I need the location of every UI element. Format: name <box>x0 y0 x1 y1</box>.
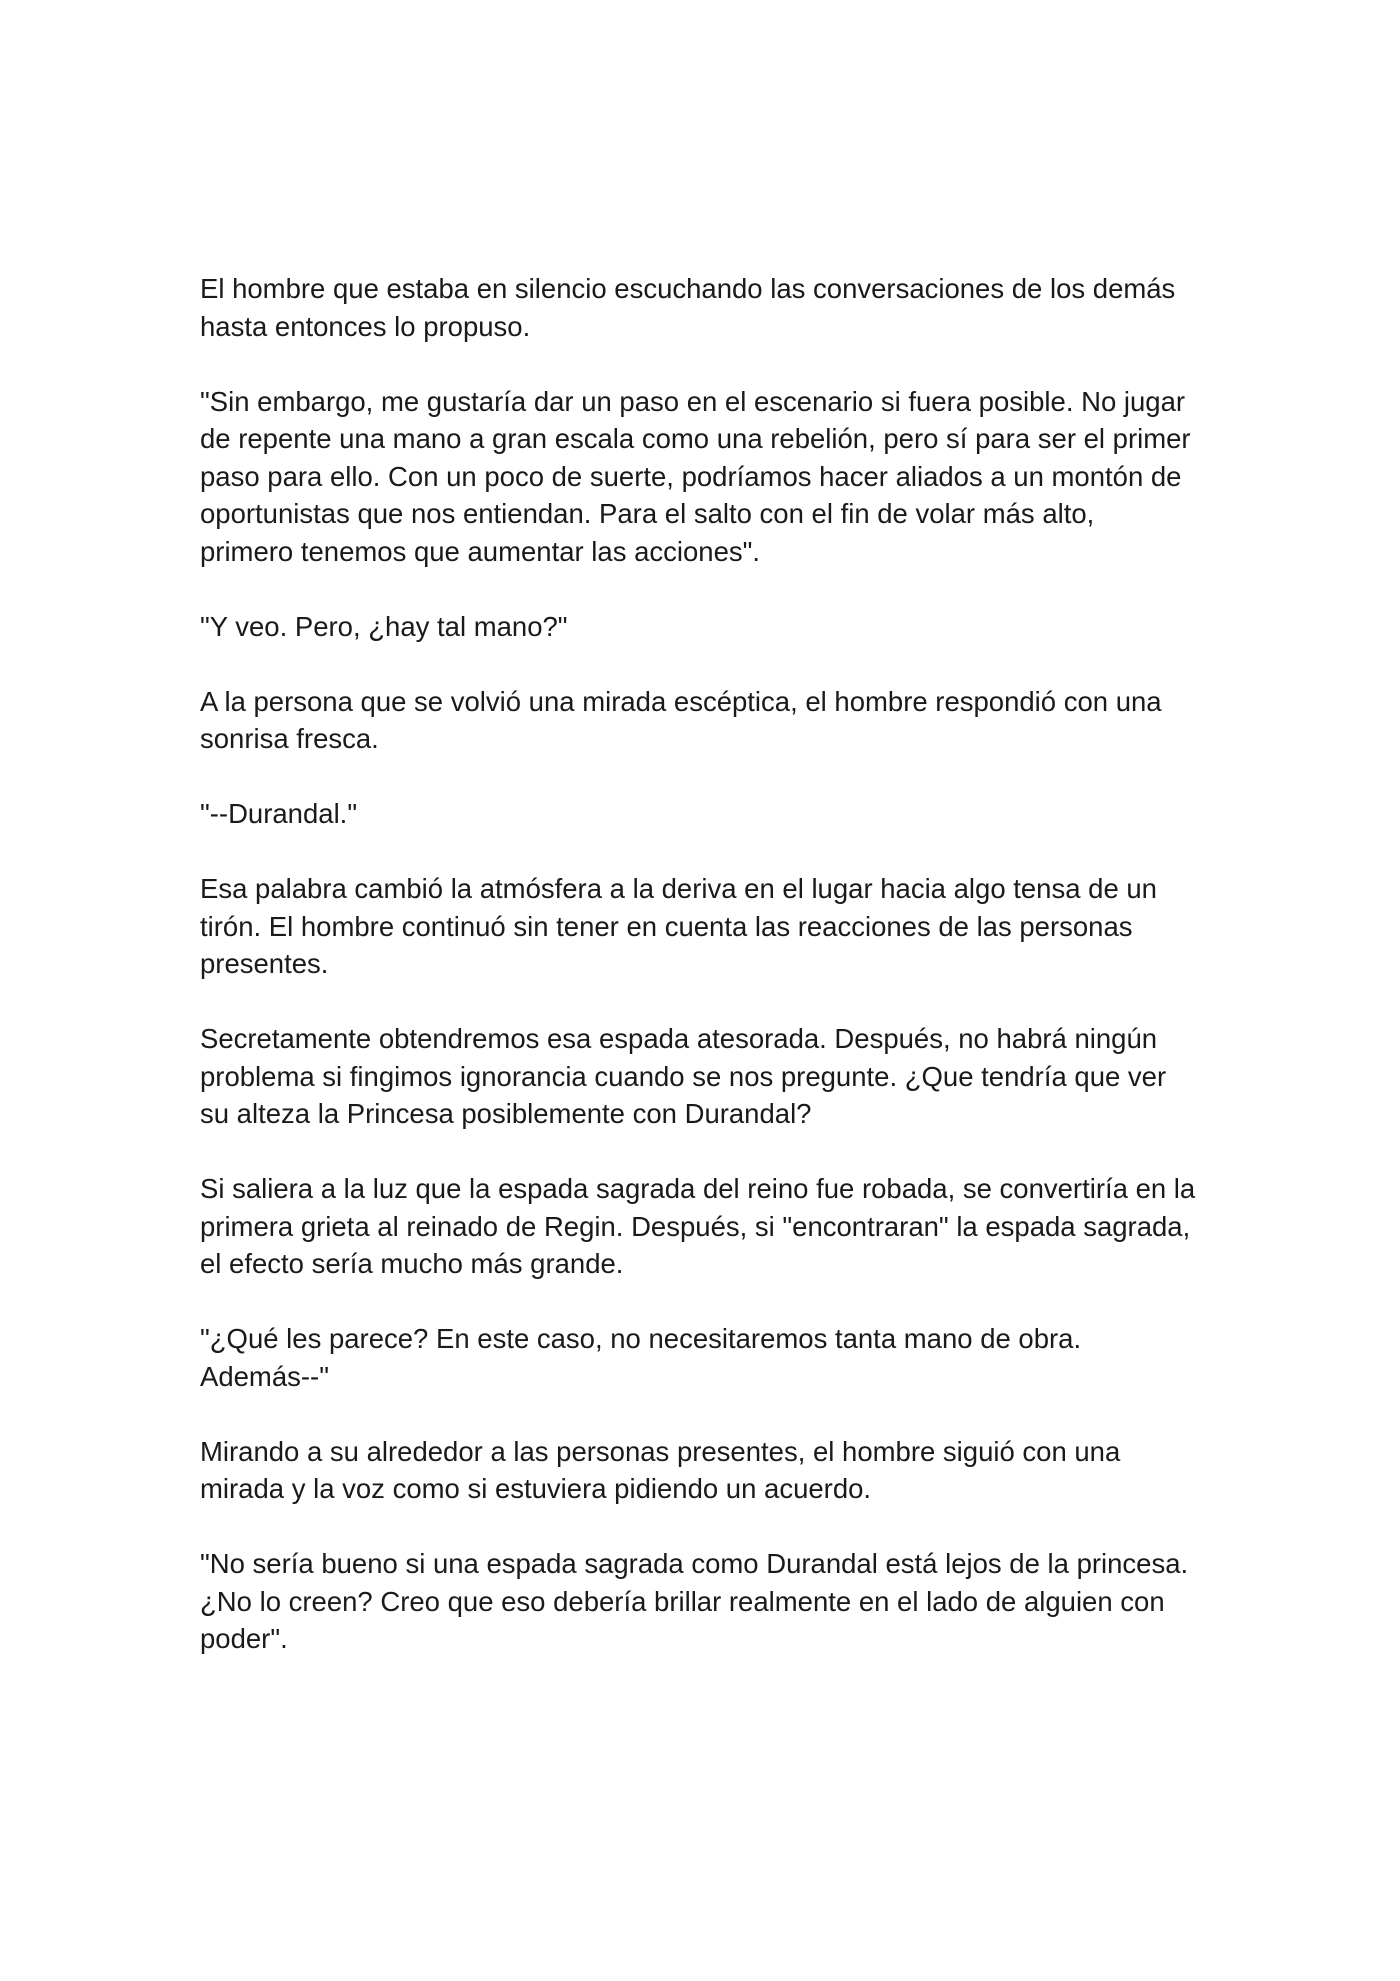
paragraph <box>200 683 1210 758</box>
text-line: "Y veo. Pero, ¿hay tal mano?" <box>200 610 568 642</box>
text-line: sonrisa fresca. <box>200 723 379 754</box>
paragraph <box>200 1433 1210 1508</box>
paragraph <box>200 870 1210 983</box>
paragraph <box>200 608 1210 646</box>
document-body <box>200 270 1210 1658</box>
paragraph <box>200 1170 1210 1283</box>
text-line: A la persona que se volvió una mirada escéptica, el hombre respondió con una <box>200 685 1162 717</box>
text-line: "Sin embargo, me gustaría dar un paso en el escenario si fuera posible. No jugar <box>200 385 1186 417</box>
text-line: El hombre que estaba en silencio escuchando las conversaciones de los demás <box>200 273 1176 304</box>
text-line: tirón. El hombre continuó sin tener en cuenta las reacciones de las personas <box>200 910 1133 942</box>
text-line: hasta entonces lo propuso. <box>200 310 531 342</box>
text-line: oportunistas que nos entiendan. Para el salto con el fin de volar más alto, <box>200 498 1095 529</box>
text-line: presentes. <box>200 948 329 979</box>
paragraph <box>200 270 1210 345</box>
paragraph <box>200 795 1210 833</box>
text-line: "--Durandal." <box>200 798 358 829</box>
text-line: poder". <box>200 1623 288 1654</box>
paragraph <box>200 1020 1210 1133</box>
text-line: Mirando a su alrededor a las personas presentes, el hombre siguió con una <box>200 1435 1121 1467</box>
paragraph <box>200 1320 1210 1395</box>
text-line: problema si fingimos ignorancia cuando se nos pregunte. ¿Que tendría que ver <box>200 1060 1167 1092</box>
text-line: ¿No lo creen? Creo que eso debería brillar realmente en el lado de alguien con <box>200 1585 1165 1617</box>
text-line: de repente una mano a gran escala como una rebelión, pero sí para ser el primer <box>200 423 1191 454</box>
text-line: "No sería bueno si una espada sagrada como Durandal está lejos de la princesa. <box>200 1548 1189 1579</box>
text-line: su alteza la Princesa posiblemente con Durandal? <box>200 1098 812 1129</box>
text-line: Secretamente obtendremos esa espada atesorada. Después, no habrá ningún <box>200 1023 1158 1054</box>
text-line: primero tenemos que aumentar las acciones". <box>200 535 761 567</box>
text-line: Si saliera a la luz que la espada sagrada del reino fue robada, se convertiría en la <box>200 1173 1196 1204</box>
text-line: Esa palabra cambió la atmósfera a la deriva en el lugar hacia algo tensa de un <box>200 873 1157 904</box>
paragraph <box>200 383 1210 571</box>
text-line: mirada y la voz como si estuviera pidiendo un acuerdo. <box>200 1473 872 1504</box>
text-line: Además--" <box>200 1360 329 1392</box>
text-line: primera grieta al reinado de Regin. Después, si "encontraran" la espada sagrada, <box>200 1210 1191 1242</box>
text-line: "¿Qué les parece? En este caso, no necesitaremos tanta mano de obra. <box>200 1323 1082 1354</box>
paragraph <box>200 1545 1210 1658</box>
text-line: el efecto sería mucho más grande. <box>200 1248 624 1279</box>
text-line: paso para ello. Con un poco de suerte, podríamos hacer aliados a un montón de <box>200 460 1182 492</box>
